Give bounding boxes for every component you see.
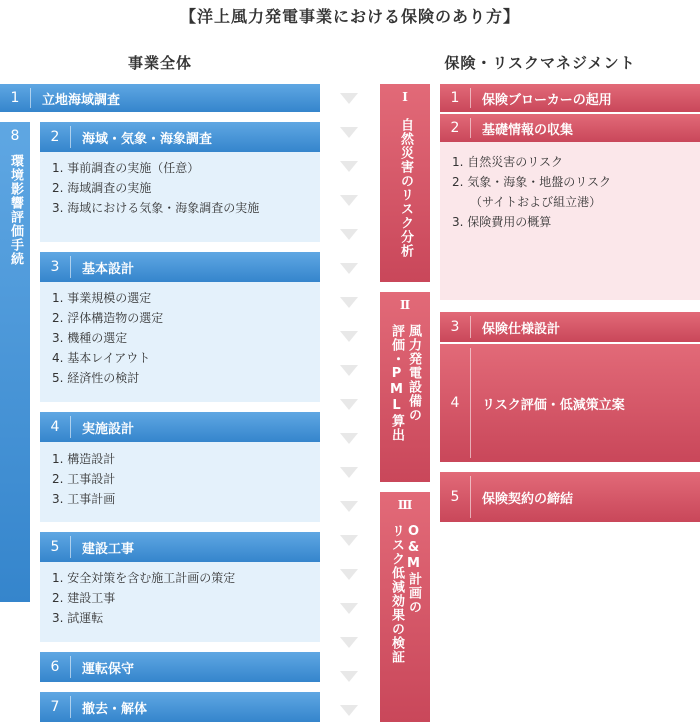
phase-3 <box>380 492 430 722</box>
right-column-header: 保険・リスクマネジメント <box>444 54 636 72</box>
phase-3-label-a: O&M計画の <box>406 524 421 614</box>
left-step-3-list <box>40 282 320 388</box>
list-item: 2. 建設工事 <box>52 591 116 605</box>
divider <box>470 88 471 108</box>
left-step-8-number: 8 <box>10 128 20 144</box>
divider <box>70 256 71 278</box>
chevron-down-icon <box>340 297 358 308</box>
phase-3-label-b: リスク低減効果の検証 <box>389 524 404 664</box>
list-item: 2. 気象・海象・地盤のリスク <box>452 175 612 189</box>
right-step-4-label: リスク評価・低減策立案 <box>482 397 625 413</box>
chevron-down-icon <box>340 127 358 138</box>
left-step-7 <box>40 692 320 722</box>
chevron-down-icon <box>340 365 358 376</box>
page-title: 【洋上風力発電事業における保険のあり方】 <box>179 7 520 26</box>
right-step-5-label: 保険契約の締結 <box>482 491 574 507</box>
left-step-2 <box>40 122 320 152</box>
left-step-2-list <box>40 152 320 218</box>
divider <box>470 118 471 138</box>
right-step-2-list <box>440 142 700 232</box>
divider <box>30 88 31 108</box>
left-step-5-label: 建設工事 <box>82 541 135 557</box>
left-step-1-number: 1 <box>10 90 20 106</box>
chevron-down-icon <box>340 671 358 682</box>
right-step-4-number: 4 <box>450 395 460 411</box>
left-step-7-label: 撤去・解体 <box>82 701 148 717</box>
left-step-5-panel <box>40 562 320 642</box>
right-step-5-number: 5 <box>450 489 460 505</box>
left-step-6 <box>40 652 320 682</box>
list-item: 3. 試運転 <box>52 611 104 625</box>
right-step-2-panel <box>440 142 700 300</box>
chevron-down-icon <box>340 399 358 410</box>
divider <box>70 656 71 678</box>
list-item: 1. 安全対策を含む施工計画の策定 <box>52 571 236 585</box>
phase-3-number: Ⅲ <box>397 498 413 512</box>
chevron-down-icon <box>340 161 358 172</box>
divider <box>70 416 71 438</box>
left-step-8 <box>0 122 30 602</box>
chevron-down-icon <box>340 603 358 614</box>
list-item: 1. 自然災害のリスク <box>452 155 564 169</box>
left-step-4-label: 実施設計 <box>82 421 135 437</box>
phase-2-label-a: 風力発電設備の <box>406 324 421 422</box>
right-step-5 <box>440 472 700 522</box>
right-step-1 <box>440 84 700 112</box>
left-step-1 <box>0 84 320 112</box>
chevron-down-icon <box>340 501 358 512</box>
list-item: 3. 機種の選定 <box>52 331 128 345</box>
right-step-2 <box>440 114 700 142</box>
left-step-2-panel <box>40 152 320 242</box>
left-step-4-number: 4 <box>50 419 60 435</box>
list-item: 5. 経済性の検討 <box>52 371 140 385</box>
left-step-6-label: 運転保守 <box>82 661 135 677</box>
chevron-down-icon <box>340 637 358 648</box>
left-step-5-number: 5 <box>50 539 60 555</box>
left-step-2-number: 2 <box>50 129 60 145</box>
phase-2-number: Ⅱ <box>399 298 411 312</box>
list-item: （サイトおよび組立港） <box>470 195 602 209</box>
list-item: 3. 工事計画 <box>52 492 116 506</box>
list-item: 1. 事業規模の選定 <box>52 291 152 305</box>
chevron-down-icon <box>340 195 358 206</box>
left-step-1-label: 立地海域調査 <box>42 92 121 108</box>
right-step-4 <box>440 344 700 462</box>
chevron-down-icon <box>340 263 358 274</box>
left-step-5-list <box>40 562 320 628</box>
list-item: 4. 基本レイアウト <box>52 351 151 365</box>
divider <box>70 126 71 148</box>
divider <box>470 348 471 458</box>
right-step-3-number: 3 <box>450 319 460 335</box>
chevron-down-icon <box>340 535 358 546</box>
right-step-2-number: 2 <box>450 120 460 136</box>
left-step-2-label: 海域・気象・海象調査 <box>82 131 213 147</box>
list-item: 3. 海域における気象・海象調査の実施 <box>52 201 260 215</box>
chevron-down-icon <box>340 93 358 104</box>
right-step-3 <box>440 312 700 342</box>
chevron-down-icon <box>340 433 358 444</box>
left-step-5 <box>40 532 320 562</box>
divider <box>470 316 471 338</box>
left-column-header: 事業全体 <box>127 54 192 72</box>
left-step-3-number: 3 <box>50 259 60 275</box>
list-item: 2. 浮体構造物の選定 <box>52 311 164 325</box>
chevron-down-icon <box>340 467 358 478</box>
right-step-1-label: 保険ブローカーの起用 <box>482 92 612 108</box>
list-item: 2. 工事設計 <box>52 472 116 486</box>
left-step-3-label: 基本設計 <box>82 261 135 277</box>
phase-1-number: Ⅰ <box>402 90 408 104</box>
phase-1-label: 自然災害のリスク分析 <box>398 118 413 258</box>
phase-2 <box>380 292 430 482</box>
right-step-1-number: 1 <box>450 90 460 106</box>
left-step-4 <box>40 412 320 442</box>
left-step-3 <box>40 252 320 282</box>
list-item: 1. 構造設計 <box>52 452 116 466</box>
list-item: 3. 保険費用の概算 <box>452 215 552 229</box>
chevron-down-icon <box>340 331 358 342</box>
left-step-8-label: 環境影響評価手続 <box>8 154 23 266</box>
left-step-4-panel <box>40 442 320 522</box>
chevron-down-icon <box>340 229 358 240</box>
left-step-4-list <box>40 442 320 509</box>
list-item: 1. 事前調査の実施（任意） <box>52 161 200 175</box>
chevron-down-icon <box>340 569 358 580</box>
right-step-3-label: 保険仕様設計 <box>482 321 561 337</box>
right-step-2-label: 基礎情報の収集 <box>482 122 574 138</box>
chevron-down-icon <box>340 705 358 716</box>
left-step-7-number: 7 <box>50 699 60 715</box>
left-step-3-panel <box>40 282 320 402</box>
list-item: 2. 海域調査の実施 <box>52 181 152 195</box>
phase-1 <box>380 84 430 282</box>
left-step-6-number: 6 <box>50 659 60 675</box>
divider <box>70 696 71 718</box>
divider <box>70 536 71 558</box>
phase-2-label-b: 評価・PML算出 <box>389 324 404 442</box>
divider <box>470 476 471 518</box>
